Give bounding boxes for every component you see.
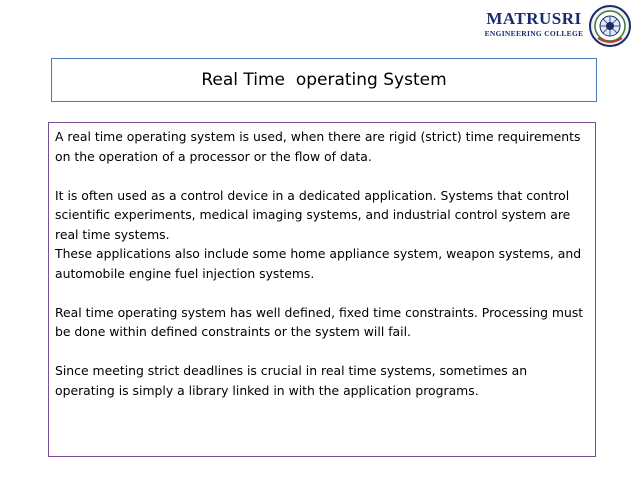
slide-title-box [51, 58, 597, 102]
college-seal-icon [588, 4, 632, 48]
paragraph-deadlines: Since meeting strict deadlines is crucial in real time systems, sometimes an operating is simply a library linked in with the application programs. [55, 363, 528, 398]
paragraph-applications: These applications also include some home appliance system, weapon systems, and automobile engine fuel injection systems. [55, 246, 582, 281]
paragraph-control-device: It is often used as a control device in a dedicated application. Systems that control scientific experiments, medical imaging systems, and industrial control system are real time systems. [55, 187, 571, 242]
paragraph-rtos-definition: A real time operating system is used, when there are rigid (strict) time requirements on the operation of a processor or the flow of data. [55, 129, 581, 164]
paragraph-time-constraints: Real time operating system has well defined, fixed time constraints. Processing must be done within defined constraints or the system will fail. [55, 304, 584, 339]
slide-title: Real Time operating System [201, 70, 447, 90]
logo-subtitle: ENGINEERING COLLEGE [484, 29, 584, 38]
slide-content-box [48, 122, 596, 457]
logo-text-block [484, 10, 584, 40]
logo-name: MATRUSRI [486, 9, 582, 28]
college-logo [484, 4, 634, 48]
